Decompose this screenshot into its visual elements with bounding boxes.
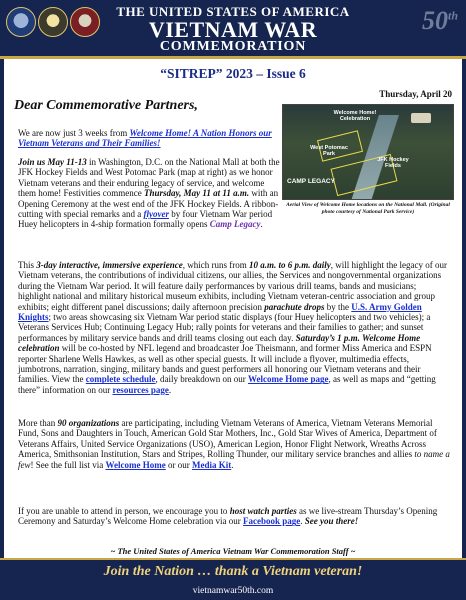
fiftieth-suffix: th <box>447 8 458 23</box>
paragraph-watch-parties <box>18 506 450 527</box>
saturday-celebration: Saturday’s 1 p.m. Welcome Home celebration <box>18 332 421 354</box>
welcome-home-page-link[interactable]: Welcome Home page <box>248 374 329 385</box>
photo-label-jfk: JFK Hockey Fields <box>377 157 409 169</box>
exp-text-5: ; two areas showcasing six Vietnam War period static displays (four Huey helicopters and two vehicles); a Veterans Services Hub; Continuing Legacy Hub; rally points for veterans and their families to gather; and sunset performances by military service bands and drill teams closing out each day. <box>18 312 431 343</box>
camp-legacy-text: Camp Legacy <box>209 219 261 230</box>
paragraph-join <box>18 157 280 230</box>
photo-label-camp: CAMP LEGACY <box>287 178 335 185</box>
media-kit-link[interactable]: Media Kit <box>191 459 232 470</box>
intro-text: We are now just 3 weeks from <box>18 128 130 138</box>
join-text-1: in Washington, D.C. on the National Mall at both the JFK Hockey Fields and West Potomac Park <box>18 157 280 178</box>
issue-title: “SITREP” 2023 – Issue 6 <box>160 66 306 81</box>
greeting: Dear Commemorative Partners, <box>14 98 198 113</box>
host-watch-parties: host watch parties <box>229 506 297 516</box>
paragraph-organizations <box>18 418 450 470</box>
footer-url[interactable]: vietnamwar50th.com <box>192 586 274 596</box>
facebook-page-link[interactable]: Facebook page <box>243 516 301 527</box>
exp-text-7: , daily breakdown on our <box>155 374 249 385</box>
exp-highlight: 3-day interactive, immersive experience <box>36 260 183 270</box>
exp-text-6: will be co-hosted by NFL legend and broadcaster Joe Theismann, and former Miss America and ESPN reporter Sharlene Wells Hawkes, as well as other special guests. It will include a flyover, multimedia effects, jumbotrons, narration, singing, military bands and guest performers all honoring our Vietnam veterans and their families. View the <box>18 343 432 385</box>
footer-banner <box>0 558 466 600</box>
welcome-home-link[interactable]: Welcome Home! A Nation Honors our Vietnam Veterans and Their Families! <box>18 128 272 149</box>
header-line-3: COMMEMORATION <box>159 39 307 54</box>
watch-text-2: as we live-stream Thursday’s Opening Ceremony and Saturday’s Welcome Home celebration via our <box>18 506 438 527</box>
exp-text-2: , which runs from <box>182 260 249 270</box>
frame-left-border <box>0 59 4 558</box>
photo-caption: Aerial View of Welcome Home locations on the National Mall. (Original photo courtesy of National Park Service) <box>286 202 450 215</box>
issue-date: Thursday, April 20 <box>379 89 452 99</box>
join-text-4: by four Vietnam War period Huey helicopters in 4-ship formation formally opens <box>18 209 273 230</box>
orgs-text-4: or our <box>165 459 192 470</box>
opening-date-time: Thursday, May 11 at 11 a.m. <box>143 188 250 199</box>
frame-right-border <box>462 59 466 558</box>
orgs-text-5: . <box>231 459 234 470</box>
memorial-building <box>411 113 431 123</box>
exp-text-1: This <box>18 260 37 270</box>
aerial-map-photo <box>282 104 454 200</box>
join-dates: Join us May 11-13 <box>18 157 87 167</box>
header-line-1: THE UNITED STATES OF AMERICA <box>116 4 350 19</box>
gold-rule <box>0 56 466 59</box>
header-banner <box>0 0 466 56</box>
orgs-count: 90 organizations <box>57 418 120 428</box>
exp-text-4: by the <box>324 301 352 312</box>
photo-label-welcome: Welcome Home! Celebration <box>333 110 377 122</box>
paragraph-experience <box>18 260 450 395</box>
golden-knights-link[interactable]: U.S. Army Golden Knights <box>18 301 422 323</box>
join-text-2: as we honor Vietnam veterans and their enduring legacy of service, and welcome them home! Festivities commence <box>18 167 273 199</box>
exp-hours: 10 a.m. to 6 p.m. daily <box>248 260 331 270</box>
fiftieth-number: 50 <box>421 6 448 35</box>
welcome-home-list-link[interactable]: Welcome Home <box>105 459 166 470</box>
photo-label-west-potomac: West Potomac Park <box>310 145 348 157</box>
resources-page-link[interactable]: resources page <box>112 384 169 395</box>
orgs-text-1: More than <box>18 418 58 428</box>
orgs-text-3: ! See the full list via <box>30 459 106 470</box>
watch-text-1: If you are unable to attend in person, we encourage you to <box>18 506 230 516</box>
orgs-text-2: are participating, including Vietnam Veterans of America, Vietnam Veterans Memorial Fund, Sons and Daughters in Touch, American Gold Star Mothers, Inc., Gold Star Wives of America, Department of Veterans Affairs, United Service Organizations (USO), American Legion, Honor Flight Network, Wreaths Across America, Smithsonian Institution, Stars and Stripes, Rolling Thunder, our military service branches and allies <box>18 418 437 460</box>
footer-gold-rule <box>0 558 466 560</box>
watch-text-3: . <box>300 516 305 527</box>
fiftieth-logo <box>422 6 458 36</box>
exp-text-3: , will highlight the legacy of our Vietnam veterans, the contributions of individual citizens, our allies, the Services and nongovernmental organizations during the Vietnam War period. It will feature daily performances by various drill teams, bands and musicians; highlight national and military historical museum exhibits, including Vietnam veteran-centric association and group exhibits; eight different panel discussions; daily afternoon precision <box>18 260 447 312</box>
parachute-drops-text: parachute drops <box>264 301 325 312</box>
signoff: ~ The United States of America Vietnam War Commemoration Staff ~ <box>110 546 356 556</box>
map-note: (map at right) <box>177 167 227 178</box>
schedule-link[interactable]: complete schedule <box>85 374 156 385</box>
exp-text-8: , as well as maps and “getting there” information on our <box>18 374 436 395</box>
paragraph-intro <box>18 128 276 149</box>
flyover-link[interactable]: flyover <box>143 209 169 220</box>
header-line-2: VIETNAM WAR <box>148 17 318 42</box>
join-text-3: with an Opening Ceremony at the west end of the JFK Hockey Fields. A ribbon-cutting with special remarks and a <box>18 188 279 220</box>
exp-text-9: . <box>168 384 172 395</box>
footer-slogan: Join the Nation … thank a Vietnam veteran! <box>103 564 363 579</box>
join-text-5: . <box>260 219 263 230</box>
see-you-there: See you there! <box>304 516 359 527</box>
orgs-few: to name a few <box>18 449 450 470</box>
